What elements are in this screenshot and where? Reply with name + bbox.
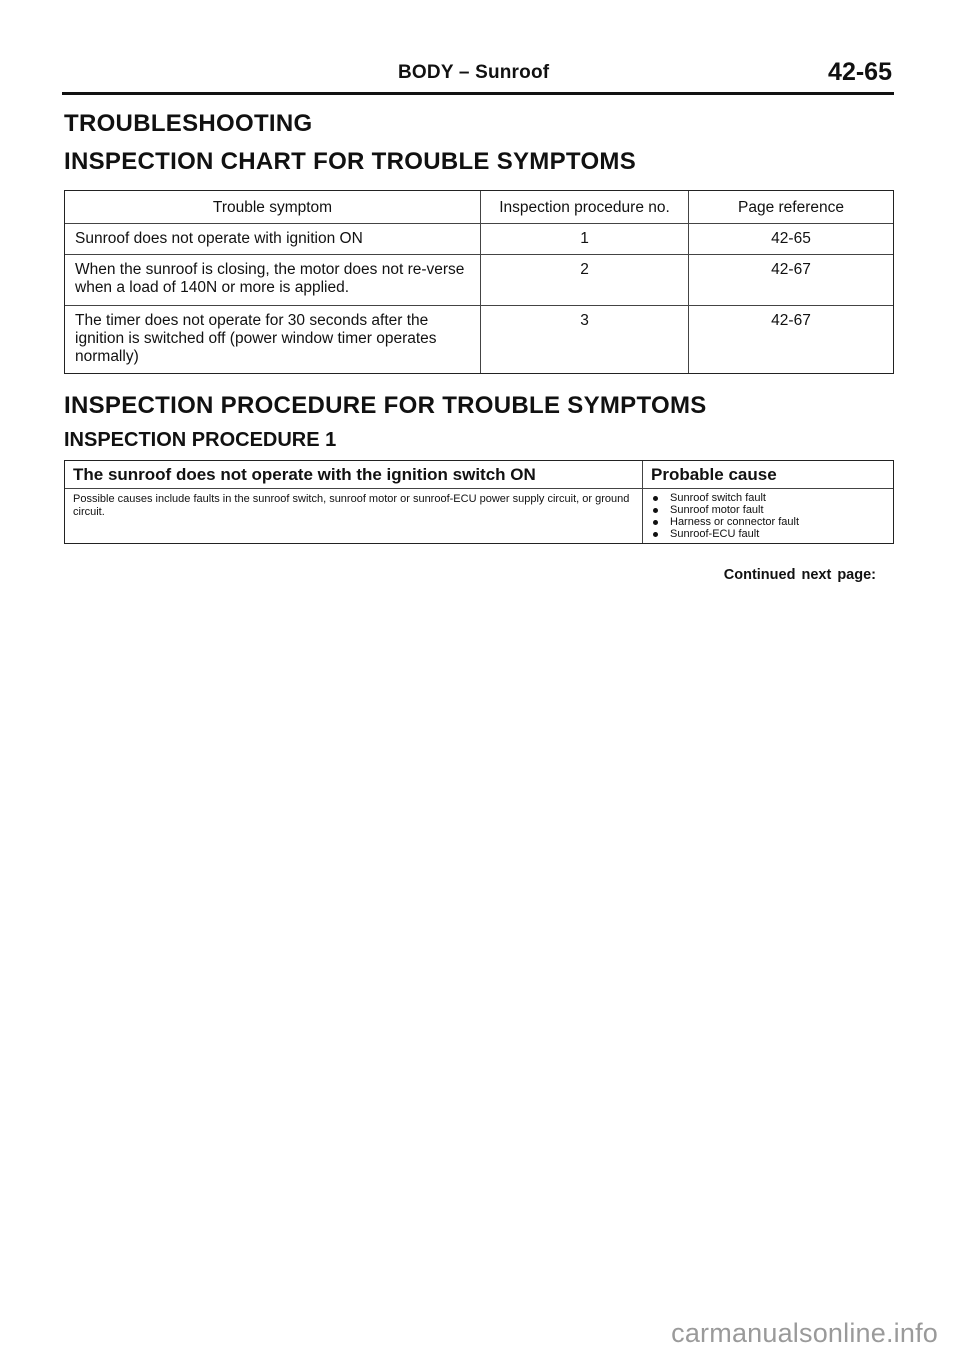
main-heading: TROUBLESHOOTING [64,110,313,137]
list-item [651,516,885,528]
symptom-cell: When the sunroof is closing, the motor does not re-verse when a load of 140N or more is applied. [65,255,481,305]
symptom-cell: The timer does not operate for 30 seconds after the ignition is switched off (power window timer operates normally) [65,306,481,373]
procedure-cell: 3 [481,306,689,373]
bullet-icon [653,508,658,513]
procedure-heading: INSPECTION PROCEDURE FOR TROUBLE SYMPTOMS [64,392,707,419]
continued-note: Continued next page: [723,567,876,583]
procedure-box-body [65,489,893,543]
procedure-box-header [65,461,893,489]
page-cell: 42-67 [771,312,811,329]
symptom-cell: Sunroof does not operate with ignition ON [65,224,481,254]
section-title: BODY – Sunroof [398,62,550,83]
watermark-text: carmanualsonline.info [671,1318,938,1348]
page-cell: 42-67 [771,261,811,278]
probable-cause-header: Probable cause [651,465,777,484]
cause-text: Sunroof motor fault [670,504,764,516]
procedure-title: The sunroof does not operate with the ignition switch ON [65,461,643,488]
table-header-row [65,191,893,224]
chart-heading: INSPECTION CHART FOR TROUBLE SYMPTOMS [64,148,637,175]
cause-text: Sunroof-ECU fault [670,528,760,540]
table-row [65,224,893,255]
procedure-subheading: INSPECTION PROCEDURE 1 [64,429,337,451]
bullet-icon [653,496,658,501]
cause-text: Sunroof switch fault [670,492,766,504]
column-header-page: Page reference [738,199,844,216]
table-row [65,255,893,306]
bullet-icon [653,520,658,525]
procedure-description: Possible causes include faults in the sunroof switch, sunroof motor or sunroof-ECU power supply circuit, or ground circuit. [65,489,643,543]
list-item [651,504,885,516]
inspection-chart-table [64,190,894,374]
list-item [651,492,885,504]
column-header-symptom: Trouble symptom [65,191,481,223]
list-item [651,528,885,540]
procedure-box [64,460,894,544]
table-row [65,306,893,373]
probable-cause-list [651,492,885,540]
cause-text: Harness or connector fault [670,516,800,528]
page-header [62,58,894,95]
column-header-procedure: Inspection procedure no. [481,191,689,223]
procedure-cell: 2 [481,255,689,305]
probable-cause-list-cell [643,489,893,543]
procedure-cell: 1 [481,224,689,254]
page-cell: 42-65 [771,230,811,247]
page-number: 42-65 [828,58,892,86]
bullet-icon [653,532,658,537]
